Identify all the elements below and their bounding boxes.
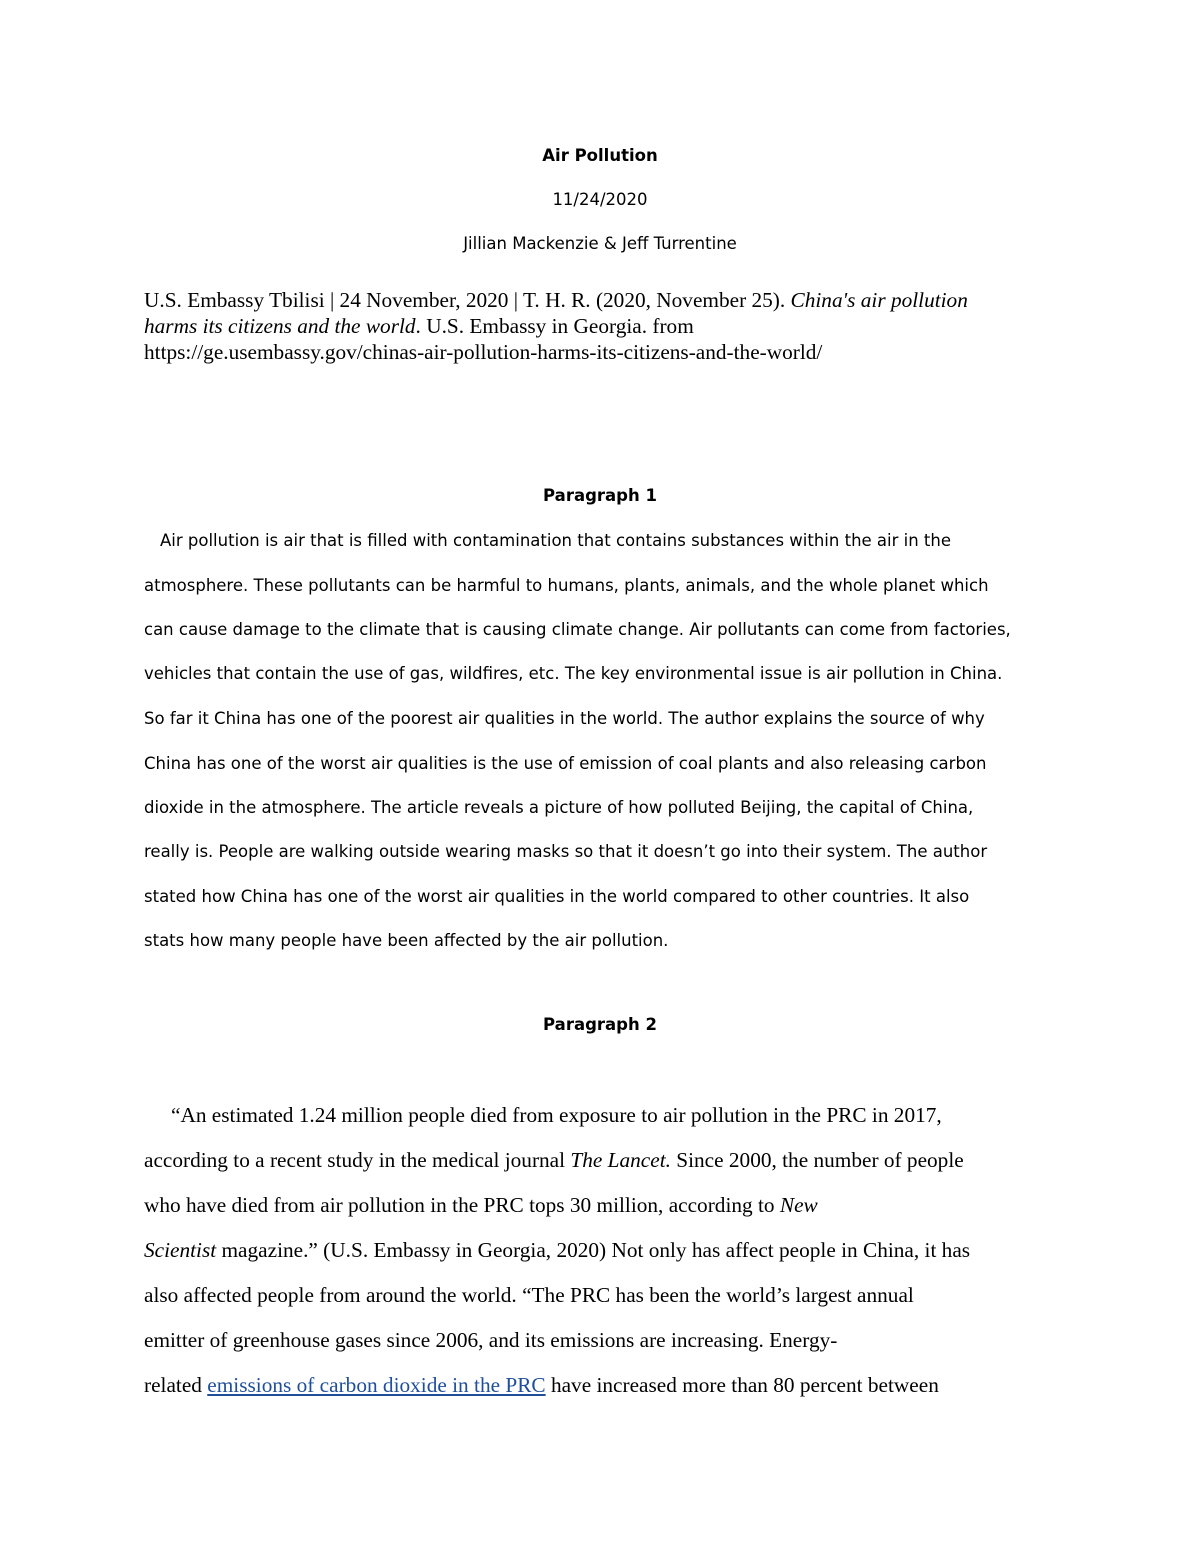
paragraph-2-heading: Paragraph 2	[543, 1015, 657, 1034]
paragraph-text: related	[144, 1373, 208, 1397]
paragraph-line	[144, 1191, 818, 1219]
magazine-name-part-1: New	[779, 1193, 818, 1217]
paragraph-text: who have died from air pollution in the PRC tops 30 million, according to	[144, 1193, 780, 1217]
paragraph-line: “An estimated 1.24 million people died from exposure to air pollution in the PRC in 2017,	[171, 1103, 942, 1127]
paragraph-text: magazine.” (U.S. Embassy in Georgia, 2020) Not only has affect people in China, it has	[216, 1238, 971, 1262]
magazine-name-part-2: Scientist	[144, 1238, 217, 1262]
citation-url: https://ge.usembassy.gov/chinas-air-pollution-harms-its-citizens-and-the-world/	[144, 340, 823, 364]
paragraph-line: atmosphere. These pollutants can be harmful to humans, plants, animals, and the whole planet which	[144, 576, 989, 595]
paragraph-line: China has one of the worst air qualities is the use of emission of coal plants and also releasing carbon	[144, 754, 987, 773]
paragraph-text: Since 2000, the number of people	[670, 1148, 964, 1172]
paragraph-text: have increased more than 80 percent between	[545, 1373, 939, 1397]
citation-article-title-part-1: China's air pollution	[790, 288, 968, 312]
emissions-link[interactable]: emissions of carbon dioxide in the PRC	[207, 1373, 546, 1397]
paragraph-line: stated how China has one of the worst air qualities in the world compared to other countries. It also	[144, 887, 970, 906]
paragraph-line: stats how many people have been affected by the air pollution.	[144, 931, 669, 950]
paragraph-1-heading: Paragraph 1	[543, 486, 657, 505]
paragraph-line	[144, 1146, 964, 1174]
paragraph-line: also affected people from around the world. “The PRC has been the world’s largest annual	[144, 1283, 914, 1307]
paragraph-line: really is. People are walking outside wearing masks so that it doesn’t go into their system. The author	[144, 842, 988, 861]
paragraph-line	[144, 1371, 939, 1399]
paragraph-line: Air pollution is air that is filled with contamination that contains substances within the air in the	[160, 531, 952, 550]
citation-line-1	[144, 287, 1120, 313]
citation-publisher: . U.S. Embassy in Georgia. from	[415, 314, 694, 338]
citation-article-title-part-2: harms its citizens and the world	[144, 314, 416, 338]
paragraph-line: dioxide in the atmosphere. The article reveals a picture of how polluted Beijing, the capital of China,	[144, 798, 974, 817]
document-title: Air Pollution	[542, 146, 658, 165]
citation	[144, 287, 1120, 365]
paragraph-text: according to a recent study in the medical journal	[144, 1148, 571, 1172]
paragraph-line: So far it China has one of the poorest air qualities in the world. The author explains the source of why	[144, 709, 985, 728]
document-authors: Jillian Mackenzie & Jeff Turrentine	[463, 234, 737, 253]
paragraph-line: emitter of greenhouse gases since 2006, and its emissions are increasing. Energy-	[144, 1328, 838, 1352]
paragraph-line: vehicles that contain the use of gas, wildfires, etc. The key environmental issue is air pollution in China.	[144, 664, 1003, 683]
citation-line-2	[144, 313, 1120, 339]
journal-name: The Lancet.	[570, 1148, 671, 1172]
paragraph-line: can cause damage to the climate that is causing climate change. Air pollutants can come from factories,	[144, 620, 1011, 639]
document-date: 11/24/2020	[552, 190, 648, 209]
paragraph-line	[144, 1236, 970, 1264]
citation-source: U.S. Embassy Tbilisi | 24 November, 2020 | T. H. R. (2020, November 25).	[144, 288, 791, 312]
